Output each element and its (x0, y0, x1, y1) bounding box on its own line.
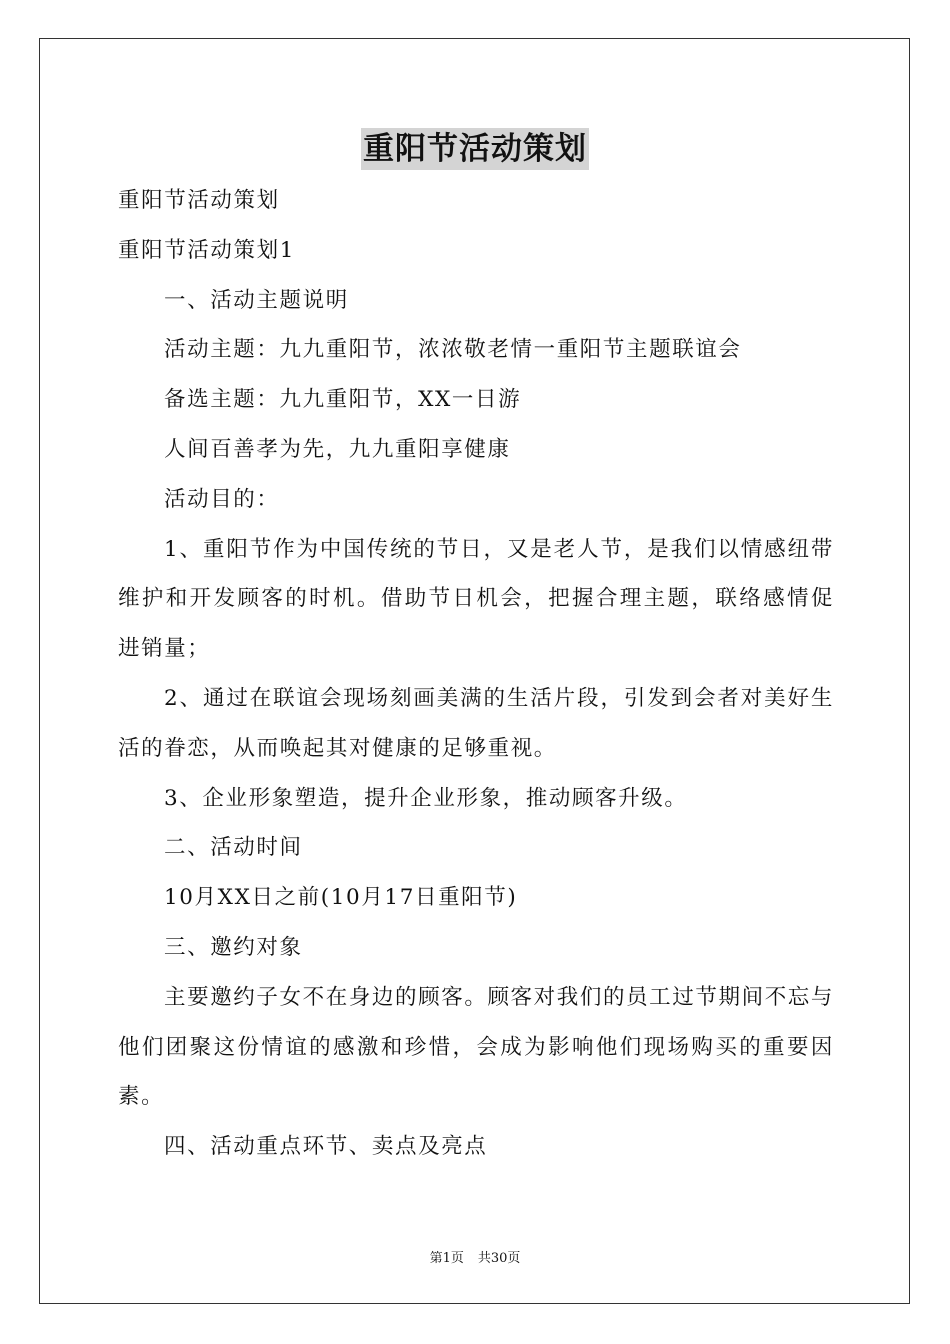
list-item: 1、重阳节作为中国传统的节日，又是老人节，是我们以情感纽带维护和开发顾客的时机。借助节日机会，把握合理主题，联络感情促进销量； (118, 536, 834, 662)
paragraph: 备选主题：九九重阳节，XX一日游 (164, 387, 522, 413)
page-footer (0, 1247, 950, 1266)
paragraph: 活动目的： (164, 486, 280, 512)
paragraph: 重阳节活动策划 (118, 188, 280, 213)
paragraph: 人间百善孝为先，九九重阳享健康 (164, 436, 511, 462)
list-item: 3、企业形象塑造，提升企业形象，推动顾客升级。 (164, 785, 688, 811)
paragraph: 活动主题：九九重阳节，浓浓敬老情一重阳节主题联谊会 (164, 337, 742, 363)
document-body (118, 176, 834, 1172)
list-item: 2、通过在联谊会现场刻画美满的生活片段，引发到会者对美好生活的眷恋，从而唤起其对健康的足够重视。 (118, 685, 834, 761)
paragraph: 重阳节活动策划1 (118, 237, 295, 263)
section-heading: 二、活动时间 (164, 835, 303, 861)
paragraph: 主要邀约子女不在身边的顾客。顾客对我们的员工过节期间不忘与他们团聚这份情谊的感激和珍惜，会成为影响他们现场购买的重要因素。 (118, 984, 834, 1110)
section-heading: 四、活动重点环节、卖点及亮点 (164, 1134, 488, 1160)
page-number: 第1页 (429, 1251, 464, 1266)
page-total: 共30页 (477, 1251, 521, 1266)
section-heading: 三、邀约对象 (164, 934, 303, 960)
document-title-text: 重阳节活动策划 (361, 128, 589, 170)
paragraph: 10月XX日之前(10月17日重阳节) (164, 885, 518, 911)
document-title (0, 128, 950, 170)
section-heading: 一、活动主题说明 (164, 287, 349, 313)
